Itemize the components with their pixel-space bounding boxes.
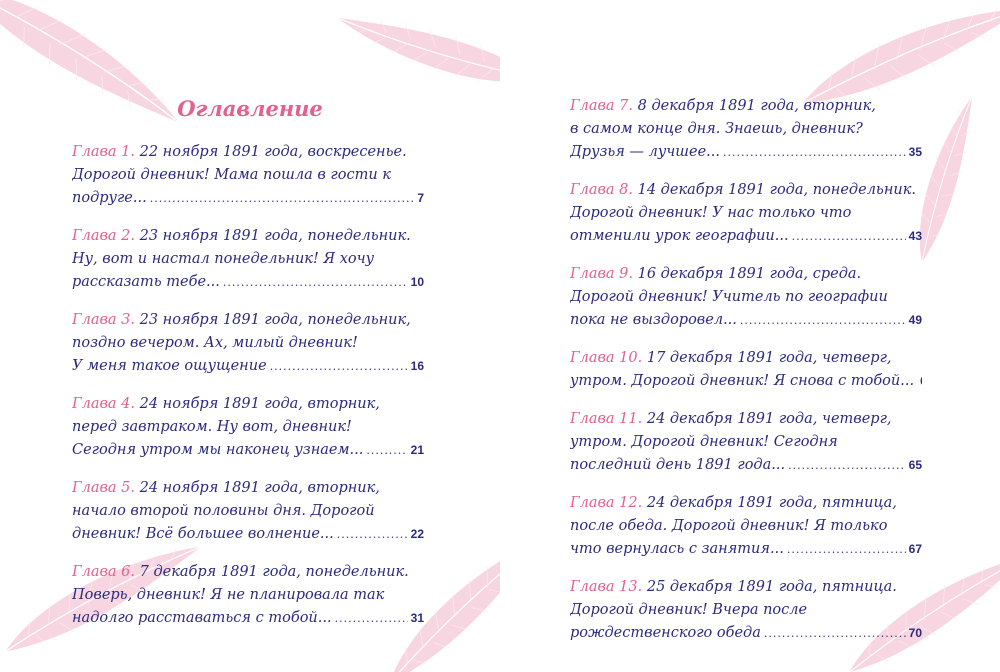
entry-line: 23 ноября 1891 года, понедельник. (139, 228, 411, 244)
entry-line: начало второй половины дня. Дорогой (72, 503, 375, 519)
entry-line: Дорогой дневник! Мама пошла в гости к (72, 167, 391, 183)
entry-line: утром. Дорогой дневник! Я снова с тобой... (570, 373, 915, 389)
chapter-label: Глава 6. (72, 564, 136, 580)
entry-line: 8 декабря 1891 года, вторник, (637, 98, 876, 114)
entry-line: поздно вечером. Ах, милый дневник! (72, 335, 358, 351)
entry-line: 7 декабря 1891 года, понедельник. (139, 564, 409, 580)
entry-line: 24 ноября 1891 года, вторник, (139, 396, 380, 412)
page-number: 21 (410, 443, 424, 457)
entry-line: Поверь, дневник! Я не планировала так (72, 587, 385, 603)
page-number: 70 (908, 626, 922, 640)
leader-dots (764, 622, 906, 645)
entry-line: 24 ноября 1891 года, вторник, (139, 480, 380, 496)
page-number: 16 (410, 359, 424, 373)
entry-line: Сегодня утром мы наконец узнаем... (72, 442, 364, 458)
page-number: 43 (908, 229, 922, 243)
chapter-label: Глава 7. (570, 98, 634, 114)
entry-line: 24 декабря 1891 года, пятница, (646, 495, 897, 511)
chapter-label: Глава 13. (570, 579, 643, 595)
entry-line: 17 декабря 1891 года, четверг, (646, 350, 892, 366)
toc-entry[interactable] (72, 225, 424, 294)
toc-entry[interactable] (570, 263, 922, 332)
toc-entry[interactable] (72, 393, 424, 462)
page-number: 31 (410, 611, 424, 625)
toc-entry[interactable] (72, 477, 424, 546)
entry-line: дневник! Всё большее волнение... (72, 526, 334, 542)
entry-line: после обеда. Дорогой дневник! Я только (570, 518, 888, 534)
page-number: 49 (908, 313, 922, 327)
entry-line: 16 декабря 1891 года, среда. (637, 266, 862, 282)
entry-line: Дорогой дневник! Учитель по географии (570, 289, 888, 305)
leader-dots (740, 309, 906, 332)
entry-line: подруге... (72, 190, 147, 206)
page-number (920, 370, 922, 393)
entry-line: Ну, вот и настал понедельник! Я хочу (72, 251, 375, 267)
chapter-label: Глава 11. (570, 411, 643, 427)
entry-line: в самом конце дня. Знаешь, дневник? (570, 121, 863, 137)
entry-line: Друзья — лучшее... (570, 144, 720, 160)
entry-line: перед завтраком. Ну вот, дневник! (72, 419, 352, 435)
entry-line: Дорогой дневник! У нас только что (570, 205, 852, 221)
chapter-label: Глава 1. (72, 144, 136, 160)
chapter-label: Глава 2. (72, 228, 136, 244)
entry-line: Дорогой дневник! Вчера после (570, 602, 808, 618)
page-number: 22 (410, 527, 424, 541)
leader-dots (223, 271, 408, 294)
entry-line: что вернулась с занятия... (570, 541, 784, 557)
toc-entry[interactable] (570, 408, 922, 477)
page-number: 10 (410, 275, 424, 289)
leader-dots (723, 141, 906, 164)
leader-dots (366, 439, 407, 462)
entry-line: 23 ноября 1891 года, понедельник, (139, 312, 411, 328)
chapter-label: Глава 10. (570, 350, 643, 366)
entry-line: У меня такое ощущение (72, 358, 267, 374)
toc-right-column (570, 95, 922, 660)
toc-entry[interactable] (570, 179, 922, 248)
toc-entry[interactable] (570, 576, 922, 645)
leader-dots (150, 187, 415, 210)
leader-dots (787, 538, 906, 561)
leader-dots (270, 355, 408, 378)
entry-line: рассказать тебе... (72, 274, 220, 290)
toc-entry[interactable] (72, 309, 424, 378)
entry-line: 25 декабря 1891 года, пятница. (646, 579, 897, 595)
toc-entry[interactable] (570, 95, 922, 164)
toc-entry[interactable] (72, 141, 424, 210)
leader-dots (788, 454, 906, 477)
entry-line: 24 декабря 1891 года, четверг, (646, 411, 892, 427)
chapter-label: Глава 5. (72, 480, 136, 496)
entry-line: отменили урок географии... (570, 228, 789, 244)
page-number: 35 (908, 145, 922, 159)
page-number: 7 (417, 191, 424, 205)
toc-entry[interactable] (72, 561, 424, 630)
chapter-label: Глава 4. (72, 396, 136, 412)
right-page (500, 0, 1000, 672)
entry-line: пока не выздоровел... (570, 312, 737, 328)
entry-line: 14 декабря 1891 года, понедельник. (637, 182, 916, 198)
entry-line: последний день 1891 года... (570, 457, 786, 473)
chapter-label: Глава 9. (570, 266, 634, 282)
page-number: 65 (908, 458, 922, 472)
chapter-label: Глава 8. (570, 182, 634, 198)
leader-dots (335, 607, 408, 630)
leader-dots (792, 225, 906, 248)
toc-entry[interactable] (570, 347, 922, 393)
toc-entry[interactable] (570, 492, 922, 561)
entry-line: рождественского обеда (570, 625, 761, 641)
feather-icon (325, 0, 500, 116)
chapter-label: Глава 3. (72, 312, 136, 328)
page-number: 67 (908, 542, 922, 556)
entry-line: 22 ноября 1891 года, воскресенье. (139, 144, 407, 160)
entry-line: надолго расставаться с тобой... (72, 610, 332, 626)
toc-left-column (72, 141, 424, 645)
entry-line: утром. Дорогой дневник! Сегодня (570, 434, 838, 450)
leader-dots (337, 523, 408, 546)
chapter-label: Глава 12. (570, 495, 643, 511)
toc-title: Оглавление (177, 96, 323, 121)
